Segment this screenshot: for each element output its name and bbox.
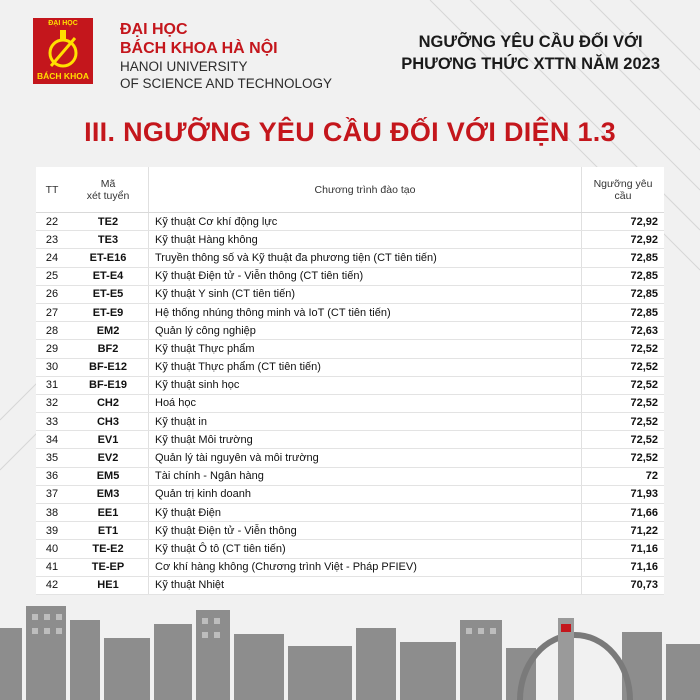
cell-tt: 32: [36, 394, 68, 412]
cell-code: TE3: [68, 231, 149, 249]
cell-program: Kỹ thuật Ô tô (CT tiên tiến): [149, 540, 582, 558]
city-skyline-illustration: [0, 598, 700, 700]
cell-program: Hệ thống nhúng thông minh và IoT (CT tiên tiến): [149, 303, 582, 321]
cell-program: Kỹ thuật Điện tử - Viễn thông: [149, 522, 582, 540]
cell-code: ET-E4: [68, 267, 149, 285]
university-name-vn-line1: ĐẠI HỌC: [120, 21, 188, 38]
cell-tt: 34: [36, 431, 68, 449]
cell-tt: 28: [36, 322, 68, 340]
column-header-code-line1: Mã: [100, 177, 116, 190]
table-row: [36, 231, 664, 249]
header-heading-line1: NGƯỠNG YÊU CẦU ĐỐI VỚI: [418, 33, 643, 51]
logo-top-text: ĐẠI HỌC: [48, 20, 78, 27]
cell-score: 72,52: [582, 449, 665, 467]
column-header-score: [582, 167, 665, 213]
cell-tt: 22: [36, 213, 68, 231]
table-row: [36, 394, 664, 412]
table-row: [36, 249, 664, 267]
table-row: [36, 267, 664, 285]
cell-score: 72,92: [582, 213, 665, 231]
cell-score: 72,52: [582, 376, 665, 394]
cell-score: 71,22: [582, 522, 665, 540]
page-title: III. NGƯỠNG YÊU CẦU ĐỐI VỚI DIỆN 1.3: [84, 117, 616, 147]
cell-score: 72,92: [582, 231, 665, 249]
logo-bottom-text: BÁCH KHOA: [37, 71, 89, 81]
cell-program: Quản lý tài nguyên và môi trường: [149, 449, 582, 467]
cell-code: BF2: [68, 340, 149, 358]
cell-score: 71,66: [582, 504, 665, 522]
table-row: [36, 449, 664, 467]
university-logo: [33, 18, 93, 84]
cell-code: TE2: [68, 213, 149, 231]
cell-score: 70,73: [582, 576, 665, 594]
table-row: [36, 522, 664, 540]
table-row: [36, 285, 664, 303]
cell-score: 72,85: [582, 285, 665, 303]
cell-tt: 30: [36, 358, 68, 376]
cell-score: 71,16: [582, 558, 665, 576]
cell-code: HE1: [68, 576, 149, 594]
cell-score: 72,85: [582, 267, 665, 285]
cell-code: BF-E12: [68, 358, 149, 376]
table-header-row: [36, 167, 664, 213]
cell-tt: 41: [36, 558, 68, 576]
cell-program: Kỹ thuật Điện tử - Viễn thông (CT tiên tiến): [149, 267, 582, 285]
cell-tt: 23: [36, 231, 68, 249]
table-row: [36, 540, 664, 558]
table-row: [36, 303, 664, 321]
cell-program: Kỹ thuật in: [149, 413, 582, 431]
cell-code: EM5: [68, 467, 149, 485]
column-header-code-line2: xét tuyển: [86, 189, 130, 202]
table-row: [36, 504, 664, 522]
cell-score: 72,52: [582, 394, 665, 412]
table-row: [36, 413, 664, 431]
table-row: [36, 358, 664, 376]
cell-code: EV1: [68, 431, 149, 449]
cell-code: EM2: [68, 322, 149, 340]
column-header-tt: TT: [36, 167, 68, 213]
cell-tt: 27: [36, 303, 68, 321]
cell-tt: 37: [36, 485, 68, 503]
cell-tt: 26: [36, 285, 68, 303]
threshold-table: [36, 167, 664, 595]
cell-code: ET-E16: [68, 249, 149, 267]
cell-score: 71,16: [582, 540, 665, 558]
cell-code: TE-EP: [68, 558, 149, 576]
cell-code: EE1: [68, 504, 149, 522]
cell-code: EV2: [68, 449, 149, 467]
cell-program: Kỹ thuật Hàng không: [149, 231, 582, 249]
university-name-en-line1: HANOI UNIVERSITY: [120, 59, 248, 74]
university-name: [120, 20, 332, 92]
cell-program: Kỹ thuật Thực phẩm (CT tiên tiến): [149, 358, 582, 376]
cell-score: 72,63: [582, 322, 665, 340]
cell-program: Kỹ thuật Môi trường: [149, 431, 582, 449]
cell-score: 71,93: [582, 485, 665, 503]
cell-score: 72,52: [582, 431, 665, 449]
cell-program: Kỹ thuật Y sinh (CT tiên tiến): [149, 285, 582, 303]
cell-tt: 33: [36, 413, 68, 431]
cell-program: Quản lý công nghiệp: [149, 322, 582, 340]
cell-score: 72,52: [582, 340, 665, 358]
header-heading: [401, 31, 660, 75]
cell-score: 72,85: [582, 303, 665, 321]
cell-program: Truyền thông số và Kỹ thuật đa phương tiện (CT tiên tiến): [149, 249, 582, 267]
cell-code: CH2: [68, 394, 149, 412]
cell-tt: 25: [36, 267, 68, 285]
table-row: [36, 431, 664, 449]
cell-code: CH3: [68, 413, 149, 431]
cell-score: 72,52: [582, 413, 665, 431]
cell-code: EM3: [68, 485, 149, 503]
cell-tt: 38: [36, 504, 68, 522]
table-row: [36, 376, 664, 394]
header-heading-line2: PHƯƠNG THỨC XTTN NĂM 2023: [401, 55, 660, 73]
cell-code: ET-E5: [68, 285, 149, 303]
cell-tt: 40: [36, 540, 68, 558]
university-name-en-line2: OF SCIENCE AND TECHNOLOGY: [120, 76, 333, 91]
cell-score: 72,52: [582, 358, 665, 376]
cell-code: BF-E19: [68, 376, 149, 394]
cell-program: Kỹ thuật Điện: [149, 504, 582, 522]
cell-code: ET-E9: [68, 303, 149, 321]
cell-program: Tài chính - Ngân hàng: [149, 467, 582, 485]
cell-tt: 36: [36, 467, 68, 485]
cell-tt: 35: [36, 449, 68, 467]
cell-tt: 39: [36, 522, 68, 540]
cell-score: 72,85: [582, 249, 665, 267]
cell-tt: 29: [36, 340, 68, 358]
cell-program: Kỹ thuật Cơ khí động lực: [149, 213, 582, 231]
university-name-vn-line2: BÁCH KHOA HÀ NỘI: [120, 40, 278, 57]
table-row: [36, 340, 664, 358]
cell-score: 72: [582, 467, 665, 485]
cell-program: Hoá học: [149, 394, 582, 412]
table-row: [36, 467, 664, 485]
cell-program: Kỹ thuật sinh học: [149, 376, 582, 394]
cell-code: TE-E2: [68, 540, 149, 558]
cell-tt: 42: [36, 576, 68, 594]
cell-tt: 31: [36, 376, 68, 394]
table-body: [36, 213, 664, 595]
table-row: [36, 322, 664, 340]
table-row: [36, 213, 664, 231]
column-header-score-line1: Ngưỡng yêu: [593, 177, 653, 190]
cell-program: Kỹ thuật Thực phẩm: [149, 340, 582, 358]
column-header-code: [68, 167, 149, 213]
cell-tt: 24: [36, 249, 68, 267]
table-row: [36, 558, 664, 576]
column-header-score-line2: cầu: [614, 189, 632, 202]
cell-program: Kỹ thuật Nhiệt: [149, 576, 582, 594]
table-row: [36, 485, 664, 503]
column-header-program: Chương trình đào tạo: [149, 167, 582, 213]
cell-program: Quản trị kinh doanh: [149, 485, 582, 503]
table-row: [36, 576, 664, 594]
cell-program: Cơ khí hàng không (Chương trình Việt - Pháp PFIEV): [149, 558, 582, 576]
cell-code: ET1: [68, 522, 149, 540]
